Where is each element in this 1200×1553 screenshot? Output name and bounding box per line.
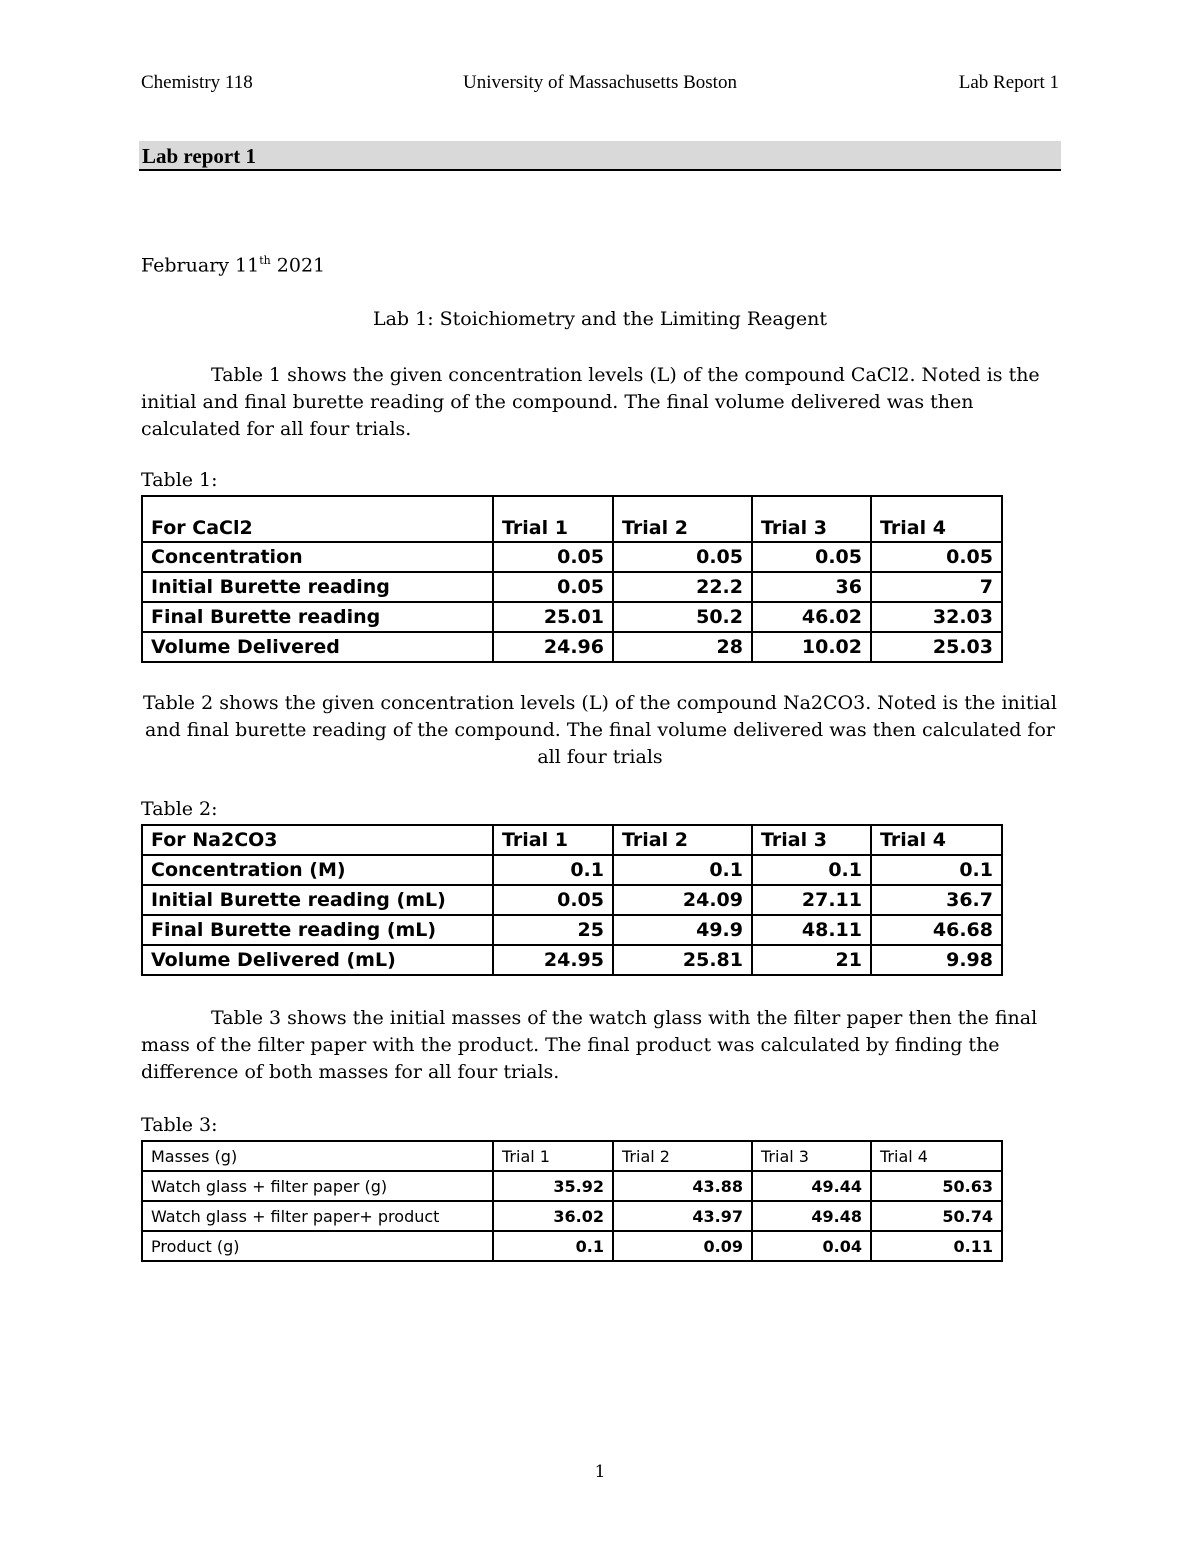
table-row [142, 632, 1002, 662]
title-bar [139, 141, 1061, 171]
table-cell: 50.74 [871, 1201, 1002, 1231]
report-title: Lab report 1 [142, 144, 256, 168]
row-label: Concentration [142, 542, 493, 572]
report-date [141, 254, 325, 276]
table-cell: 49.44 [752, 1171, 871, 1201]
table1 [141, 495, 1003, 663]
paragraph-table1 [141, 362, 1059, 443]
table-cell: 25.03 [871, 632, 1002, 662]
table-header-cell: For Na2CO3 [142, 825, 493, 855]
table-header-cell: Trial 1 [493, 825, 613, 855]
table-cell: 0.05 [871, 542, 1002, 572]
row-label: Watch glass + filter paper+ product [142, 1201, 493, 1231]
header-report: Lab Report 1 [958, 72, 1059, 93]
table-cell: 35.92 [493, 1171, 613, 1201]
table-cell: 0.05 [752, 542, 871, 572]
page-number: 1 [594, 1462, 606, 1482]
table-cell: 0.05 [493, 542, 613, 572]
row-label: Volume Delivered (mL) [142, 945, 493, 975]
table-cell: 0.1 [752, 855, 871, 885]
table-cell: 0.04 [752, 1231, 871, 1261]
table-row [142, 1201, 1002, 1231]
table-cell: 43.97 [613, 1201, 752, 1231]
row-label: Volume Delivered [142, 632, 493, 662]
table-cell: 9.98 [871, 945, 1002, 975]
date-year: 2021 [270, 254, 326, 277]
lab-title: Lab 1: Stoichiometry and the Limiting Reagent [372, 308, 827, 330]
table-row [142, 572, 1002, 602]
table-cell: 36.7 [871, 885, 1002, 915]
table1-label: Table 1: [141, 469, 218, 491]
table-header-cell: Trial 2 [613, 1141, 752, 1171]
table-header-cell: Trial 2 [613, 496, 752, 542]
table-cell: 24.95 [493, 945, 613, 975]
table-cell: 49.48 [752, 1201, 871, 1231]
paragraph-table3 [141, 1005, 1059, 1086]
table-cell: 0.1 [871, 855, 1002, 885]
date-suffix: th [259, 254, 271, 267]
table-row [142, 1171, 1002, 1201]
table-cell: 36.02 [493, 1201, 613, 1231]
table-cell: 50.63 [871, 1171, 1002, 1201]
paragraph-text: Table 1 shows the given concentration levels (L) of the compound CaCl2. Noted is the initial and final burette reading of the compound. The final volume delivered was then calculated for all four trials. [141, 364, 1040, 440]
table-cell: 32.03 [871, 602, 1002, 632]
table-row [142, 602, 1002, 632]
table-cell: 22.2 [613, 572, 752, 602]
row-label: Final Burette reading [142, 602, 493, 632]
table-cell: 25.01 [493, 602, 613, 632]
table-header-row [142, 825, 1002, 855]
table-cell: 49.9 [613, 915, 752, 945]
row-label: Initial Burette reading [142, 572, 493, 602]
table-cell: 0.1 [493, 1231, 613, 1261]
table-header-cell: Trial 1 [493, 1141, 613, 1171]
table-cell: 46.02 [752, 602, 871, 632]
table-cell: 21 [752, 945, 871, 975]
table-header-cell: Trial 3 [752, 1141, 871, 1171]
row-label: Initial Burette reading (mL) [142, 885, 493, 915]
table-row [142, 915, 1002, 945]
table-header-cell: Masses (g) [142, 1141, 493, 1171]
table-row [142, 855, 1002, 885]
table-row [142, 885, 1002, 915]
table-header-cell: Trial 1 [493, 496, 613, 542]
table-header-cell: Trial 4 [871, 1141, 1002, 1171]
table-cell: 25 [493, 915, 613, 945]
table-row [142, 542, 1002, 572]
table-row [142, 945, 1002, 975]
table-header-cell: Trial 3 [752, 825, 871, 855]
table-header-cell: Trial 4 [871, 496, 1002, 542]
table3 [141, 1140, 1003, 1262]
table-cell: 0.1 [493, 855, 613, 885]
table-cell: 50.2 [613, 602, 752, 632]
table-cell: 27.11 [752, 885, 871, 915]
row-label: Concentration (M) [142, 855, 493, 885]
table-cell: 0.05 [613, 542, 752, 572]
table-header-cell: Trial 3 [752, 496, 871, 542]
row-label: Watch glass + filter paper (g) [142, 1171, 493, 1201]
table-cell: 10.02 [752, 632, 871, 662]
table-cell: 0.05 [493, 572, 613, 602]
date-prefix: February 11 [141, 254, 260, 277]
table-cell: 24.09 [613, 885, 752, 915]
table3-label: Table 3: [141, 1114, 218, 1136]
table2 [141, 824, 1003, 976]
table-cell: 25.81 [613, 945, 752, 975]
table-header-cell: Trial 4 [871, 825, 1002, 855]
table-cell: 0.1 [613, 855, 752, 885]
table-cell: 0.11 [871, 1231, 1002, 1261]
row-label: Product (g) [142, 1231, 493, 1261]
paragraph-text: Table 3 shows the initial masses of the watch glass with the filter paper then the final mass of the filter paper with the product. The final product was calculated by finding the difference of both masses for all four trials. [141, 1007, 1038, 1083]
table-header-row [142, 1141, 1002, 1171]
table-cell: 7 [871, 572, 1002, 602]
table-header-cell: For CaCl2 [142, 496, 493, 542]
table-cell: 46.68 [871, 915, 1002, 945]
table-cell: 0.09 [613, 1231, 752, 1261]
header-university: University of Massachusetts Boston [463, 72, 737, 93]
table-header-cell: Trial 2 [613, 825, 752, 855]
table-row [142, 1231, 1002, 1261]
table-cell: 24.96 [493, 632, 613, 662]
table-cell: 36 [752, 572, 871, 602]
table-cell: 43.88 [613, 1171, 752, 1201]
table-cell: 28 [613, 632, 752, 662]
table-cell: 48.11 [752, 915, 871, 945]
table-cell: 0.05 [493, 885, 613, 915]
header-course: Chemistry 118 [141, 72, 253, 93]
paragraph-table2: Table 2 shows the given concentration levels (L) of the compound Na2CO3. Noted is the initial and final burette reading of the compound. The final volume delivered was then calculated for all four trials [143, 692, 1057, 768]
table2-label: Table 2: [141, 798, 218, 820]
row-label: Final Burette reading (mL) [142, 915, 493, 945]
table-header-row [142, 496, 1002, 542]
